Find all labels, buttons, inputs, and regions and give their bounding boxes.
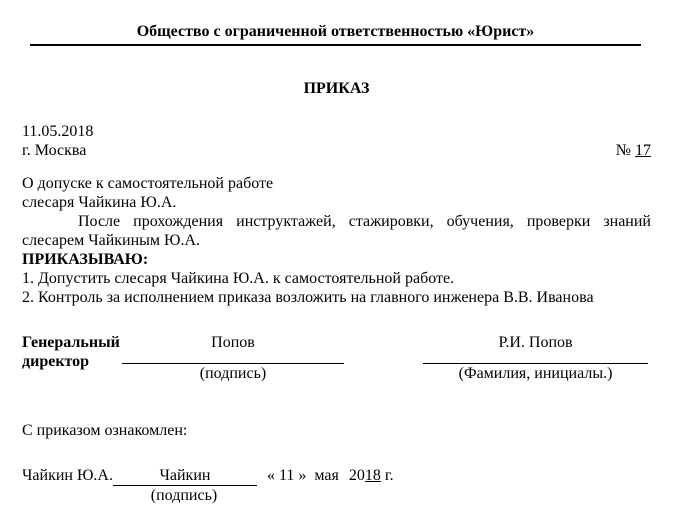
acknowledgement-person: Чайкин Ю.А. bbox=[22, 467, 113, 484]
company-name-header: Общество с ограниченной ответственностью «Юрист» bbox=[30, 22, 641, 46]
signer-position-line-2: директор bbox=[22, 353, 90, 370]
directive-word: ПРИКАЗЫВАЮ: bbox=[22, 251, 149, 268]
subject-line-1: О допуске к самостоятельной работе bbox=[22, 175, 274, 192]
city-number-row bbox=[22, 141, 651, 160]
number-label: № bbox=[615, 142, 631, 159]
signature-caption: (подпись) bbox=[199, 365, 267, 382]
signer-fullname: Р.И. Попов bbox=[498, 334, 573, 351]
signature-block bbox=[122, 333, 344, 383]
year-underlined-digits: 18 bbox=[364, 467, 381, 484]
acknowledgement-signature-name: Чайкин bbox=[159, 467, 211, 484]
signer-position-line-1: Генеральный bbox=[22, 334, 120, 351]
number-value: 17 bbox=[635, 142, 651, 159]
document-subject bbox=[22, 174, 651, 212]
signer-position bbox=[22, 333, 122, 383]
document-body bbox=[22, 212, 651, 307]
acknowledgement-year bbox=[349, 467, 381, 484]
acknowledgement-month: мая bbox=[314, 467, 339, 484]
signature-name: Попов bbox=[211, 334, 255, 351]
year-prefix: 20 bbox=[348, 467, 365, 484]
document-city: г. Москва bbox=[22, 142, 87, 159]
subject-line-2: слесаря Чайкина Ю.А. bbox=[22, 194, 177, 211]
signature-section bbox=[22, 333, 651, 383]
body-paragraph-line-2: слесарем Чайкиным Ю.А. bbox=[22, 232, 201, 249]
order-item-2: 2. Контроль за исполнением приказа возложить на главного инженера В.В. Иванова bbox=[22, 289, 594, 306]
acknowledgement-signature-caption: (подпись) bbox=[150, 487, 218, 504]
acknowledgement-signature-blank bbox=[113, 466, 257, 486]
signature-line bbox=[122, 352, 344, 364]
document-meta bbox=[22, 122, 651, 160]
acknowledgement-day: « 11 » bbox=[266, 467, 307, 484]
document-number bbox=[616, 141, 651, 160]
year-unit: г. bbox=[384, 467, 394, 484]
order-item-1: 1. Допустить слесаря Чайкина Ю.А. к самостоятельной работе. bbox=[22, 270, 455, 287]
body-paragraph-line-1: После прохождения инструктажей, стажировки, обучения, проверки знаний bbox=[78, 213, 651, 230]
fullname-line bbox=[423, 352, 648, 364]
fullname-caption: (Фамилия, инициалы.) bbox=[458, 365, 613, 382]
document-date: 11.05.2018 bbox=[22, 123, 94, 140]
acknowledgement-row bbox=[22, 466, 651, 486]
acknowledgement-label: С приказом ознакомлен: bbox=[22, 422, 188, 439]
document-title: ПРИКАЗ bbox=[303, 80, 370, 97]
fullname-block bbox=[423, 333, 648, 383]
